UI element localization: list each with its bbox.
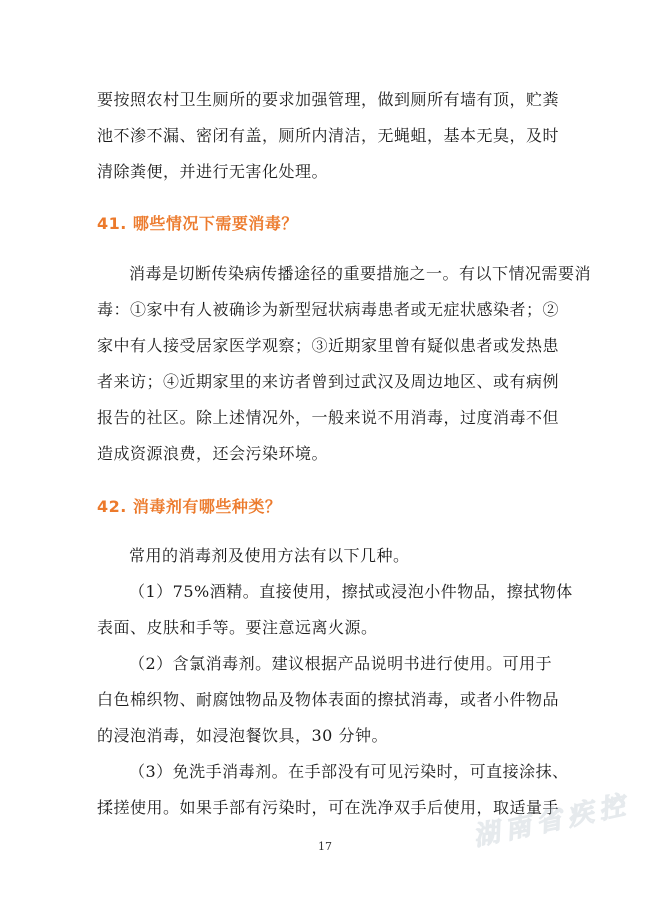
item-2-line-3: 的浸泡消毒，如浸泡餐饮具，30 分钟。 — [97, 726, 388, 745]
section-41-line-3: 家中有人接受居家医学观察；③近期家里曾有疑似患者或发热患 — [97, 336, 560, 355]
section-41-line-5: 报告的社区。除上述情况外，一般来说不用消毒，过度消毒不但 — [97, 408, 560, 427]
item-2-line-2: 白色棉织物、耐腐蚀物品及物体表面的擦拭消毒，或者小件物品 — [97, 690, 560, 709]
item-1-line-2: 表面、皮肤和手等。要注意远离火源。 — [97, 618, 378, 637]
item-3-line-2: 揉搓使用。如果手部有污染时，可在洗净双手后使用，取适量手 — [97, 798, 560, 817]
section-41-line-6: 造成资源浪费，还会污染环境。 — [97, 444, 329, 463]
intro-line-3: 清除粪便，并进行无害化处理。 — [97, 162, 329, 181]
section-42-heading: 42. 消毒剂有哪些种类？ — [97, 497, 282, 516]
section-41-line-4: 者来访；④近期家里的来访者曾到过武汉及周边地区、或有病例 — [97, 372, 560, 391]
page-number: 17 — [318, 840, 332, 853]
section-42-content — [97, 538, 573, 826]
section-41-paragraph — [97, 256, 592, 472]
watermark-text: 湖南省疾控 — [470, 789, 634, 853]
section-42-intro: 常用的消毒剂及使用方法有以下几种。 — [129, 546, 410, 565]
section-41-line-2: 毒：①家中有人被确诊为新型冠状病毒患者或无症状感染者；② — [97, 300, 560, 319]
section-41-heading: 41. 哪些情况下需要消毒？ — [97, 214, 298, 233]
item-2-line-1: （2）含氯消毒剂。建议根据产品说明书进行使用。可用于 — [129, 654, 553, 673]
item-1-line-1: （1）75%酒精。直接使用，擦拭或浸泡小件物品，擦拭物体 — [129, 582, 573, 601]
intro-line-2: 池不渗不漏、密闭有盖，厕所内清洁，无蝇蛆，基本无臭，及时 — [97, 126, 560, 145]
intro-line-1: 要按照农村卫生厕所的要求加强管理，做到厕所有墙有顶，贮粪 — [97, 90, 560, 109]
section-41-line-1: 消毒是切断传染病传播途径的重要措施之一。有以下情况需要消 — [129, 264, 592, 283]
intro-paragraph — [97, 82, 562, 190]
item-3-line-1: （3）免洗手消毒剂。在手部没有可见污染时，可直接涂抹、 — [129, 762, 569, 781]
